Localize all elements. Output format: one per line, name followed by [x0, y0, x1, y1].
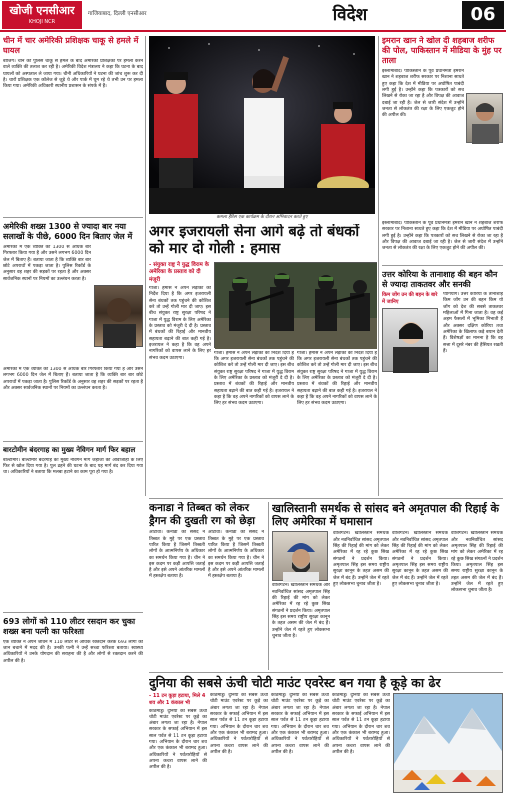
hamas-headline: अगर इजरायली सेना आगे बढ़े तो बंधकों को मार दो गोली : हमास [149, 224, 360, 258]
left-story4-headline: 693 लोगों को 110 लीटर रसदान कर चुका शख्स बना पत्नी का फरिश्ता [3, 616, 136, 636]
newspaper-logo [2, 1, 82, 29]
main-photo-caption: कमला हैरिस एक कार्यक्रम के दौरान अभिवादन करते हुए [216, 215, 308, 220]
right-story1-headline: इमरान खान ने खोल दी शहबाज शरीफ की पोल, पाकिस्तान में मीडिया के मुंह पर ताला [382, 36, 502, 65]
everest-body-col2: काठमांडू। दुनिया की सबसे ऊंची चोटी माउंट एवरेस्ट पर कूड़े का अंबार लगता जा रहा है। नेपाल सरकार के सफाई अभियान में इस साल पर्वत से 11 टन कूड़ा हटाया गया। अभियान के दौरान चार शव और एक कंकाल भी बरामद हुआ। अधिकारियों ने पर्वतारोहियों से अपना कचरा वापस लाने की अपील की है। [210, 693, 268, 755]
canada-story [149, 502, 265, 672]
everest-photo [393, 693, 503, 793]
khalistan-body: वाशिंगटन। खालिस्तान समर्थक और नवनिर्वाचित सांसद अमृतपाल सिंह की रिहाई की मांग को लेकर अमेरिका में रह रहे कुछ सिख संगठनों ने प्रदर्शन किया। अमृतपाल सिंह इस समय राष्ट्रीय सुरक्षा कानून के तहत असम की जेल में बंद हैं। उन्होंने जेल में रहते हुए लोकसभा चुनाव जीता है। [333, 531, 389, 587]
hamas-body-col2: गाजा। हमास ने अपने लड़ाकों को निर्देश दिया है कि अगर इजरायली सेना बंधकों तक पहुंचने की कोशिश करे तो उन्हें गोली मार दी जाए। इस बीच संयुक्त राष्ट्र सुरक्षा परिषद ने गाजा में युद्ध विराम के लिए अमेरिका के प्रस्ताव को मंजूरी दे दी है। प्रस्ताव में बंधकों की रिहाई और मानवीय सहायता बढ़ाने की बात कही गई है। इजरायल ने कहा है कि वह अपने नागरिकों को वापस लाने के लिए हर संभव कदम उठाएगा। [214, 350, 294, 407]
khalistan-body-col3: वाशिंगटन। खालिस्तान समर्थक और नवनिर्वाचित सांसद अमृतपाल सिंह की रिहाई की मांग को लेकर अमेरिका में रह रहे कुछ सिख संगठनों ने प्रदर्शन किया। अमृतपाल सिंह इस समय राष्ट्रीय सुरक्षा कानून के तहत असम की जेल में बंद हैं। उन्होंने जेल में रहते हुए लोकसभा चुनाव जीता है। [392, 531, 448, 587]
left-story2-headline: अमेरिकी शख्स 1300 से ज्यादा बार नया सलाखों के पीछे, 6000 दिन बिताए जेल में [3, 222, 133, 241]
left-story2-body: अमेरिका में एक व्यक्ति को 1300 से अधिक बार गिरफ्तार किया गया है और उसने लगभग 6000 दिन जेल में बिताए हैं। बताया जाता है कि व्यक्ति बार बार छोटे अपराधों में पकड़ा जाता है। पुलिस रिकॉर्ड के अनुसार वह शहर की सड़कों पर रहता है और अक्सर सार्वजनिक स्थानों पर नियमों का उल्लंघन करता है। [3, 245, 91, 282]
section-title: विदेश [332, 4, 368, 25]
khalistan-body-col4: वाशिंगटन। खालिस्तान समर्थक और नवनिर्वाचित सांसद अमृतपाल सिंह की रिहाई की मांग को लेकर अमेरिका में रह रहे कुछ सिख संगठनों ने प्रदर्शन किया। अमृतपाल सिंह इस समय राष्ट्रीय सुरक्षा कानून के तहत असम की जेल में बंद हैं। उन्होंने जेल में रहते हुए लोकसभा चुनाव जीता है। [451, 531, 503, 594]
left-story3-body: बाल्टीमोर। बाल्टीमोर बंदरगाह का मुख्य नेविगन मार्ग जहाजों की आवाजाही के लिए फिर से खोल दिया गया है। पुल ढहने की घटना के बाद यह मार्ग बंद कर दिया गया था। अधिकारियों ने बताया कि मलबा हटाने का काम पूरा हो गया है। [3, 457, 143, 476]
right-story2-body: प्योंगयांग। उत्तर कोरिया के तानाशाह किम जोंग उन की बहन किम यो जोंग को देश की सबसे ताकतवर महिलाओं में गिना जाता है। वह कई अहम फैसलों में भूमिका निभाती हैं और अक्सर दक्षिण कोरिया तथा अमेरिका के खिलाफ कड़े बयान देती हैं। विशेषज्ञों का मानना है कि वह सत्ता में दूसरे नंबर की हैसियत रखती हैं। [443, 292, 503, 354]
everest-story [149, 675, 503, 798]
hamas-body-col3: गाजा। हमास ने अपने लड़ाकों को निर्देश दिया है कि अगर इजरायली सेना बंधकों तक पहुंचने की कोशिश करे तो उन्हें गोली मार दी जाए। इस बीच संयुक्त राष्ट्र सुरक्षा परिषद ने गाजा में युद्ध विराम के लिए अमेरिका के प्रस्ताव को मंजूरी दे दी है। प्रस्ताव में बंधकों की रिहाई और मानवीय सहायता बढ़ाने की बात कही गई है। इजरायल ने कहा है कि वह अपने नागरिकों को वापस लाने के लिए हर संभव कदम उठाएगा। [297, 350, 377, 407]
divider [382, 265, 503, 266]
logo-title: खोजी एनसीआर [9, 4, 75, 18]
right-story1-body: इस्लामाबाद। पाकिस्तान के पूर्व प्रधानमंत्री इमरान खान ने शहबाज शरीफ सरकार पर निशाना साधते हुए कहा कि देश में मीडिया पर अघोषित पाबंदी लगी हुई है। उन्होंने कहा कि पत्रकारों को सच लिखने से रोका जा रहा है और विपक्ष की आवाज दबाई जा रही है। जेल से जारी संदेश में उन्होंने जनता से लोकतंत्र की रक्षा के लिए एकजुट होने की अपील की। [382, 69, 464, 119]
column-rule [378, 36, 379, 496]
left-column [3, 36, 143, 796]
right-story1-body-cont: इस्लामाबाद। पाकिस्तान के पूर्व प्रधानमंत्री इमरान खान ने शहबाज शरीफ सरकार पर निशाना साधते हुए कहा कि देश में मीडिया पर अघोषित पाबंदी लगी हुई है। उन्होंने कहा कि पत्रकारों को सच लिखने से रोका जा रहा है और विपक्ष की आवाज दबाई जा रही है। जेल से जारी संदेश में उन्होंने जनता से लोकतंत्र की रक्षा के लिए एकजुट होने की अपील की। [382, 221, 503, 252]
left-story4-body: एक व्यक्ति ने अपने जीवन में 110 लीटर से अधिक रक्तदान करके 693 लोगों की जान बचाने में मदद की है। उनकी पत्नी ने उन्हें सच्चा फरिश्ता बताया। स्वास्थ्य अधिकारियों ने उनके योगदान की सराहना की है और लोगों से रक्तदान करने की अपील की है। [3, 639, 143, 664]
canada-body: ओटावा। कनाडा की संसद ने तिब्बत के मुद्दे पर एक प्रस्ताव पारित किया है जिसमें तिब्बती लोगों के आत्मनिर्णय के अधिकार का समर्थन किया गया है। चीन ने इस कदम पर कड़ी आपत्ति जताई है और इसे अपने आंतरिक मामलों में हस्तक्षेप बताया है। [149, 530, 205, 580]
canada-body-col2: ओटावा। कनाडा की संसद ने तिब्बत के मुद्दे पर एक प्रस्ताव पारित किया है जिसमें तिब्बती लोगों के आत्मनिर्णय के अधिकार का समर्थन किया गया है। चीन ने इस कदम पर कड़ी आपत्ति जताई है और इसे अपने आंतरिक मामलों में हस्तक्षेप बताया है। [208, 530, 264, 580]
everest-body-col4: काठमांडू। दुनिया की सबसे ऊंची चोटी माउंट एवरेस्ट पर कूड़े का अंबार लगता जा रहा है। नेपाल सरकार के सफाई अभियान में इस साल पर्वत से 11 टन कूड़ा हटाया गया। अभियान के दौरान चार शव और एक कंकाल भी बरामद हुआ। अधिकारियों ने पर्वतारोहियों से अपना कचरा वापस लाने की अपील की है। [332, 693, 390, 755]
right-column [382, 36, 503, 496]
divider [3, 217, 143, 218]
amritpal-photo [272, 531, 328, 581]
hamas-kicker: - संयुक्त राष्ट्र ने युद्ध विराम के अमेरिका के प्रस्ताव को दी मंजूरी [149, 261, 209, 283]
main-photo [149, 36, 375, 214]
canada-headline: कनाडा ने तिब्बत को लेकर ड्रैगन की दुखती रग को छेड़ा [149, 502, 255, 527]
divider [3, 441, 143, 442]
masthead [0, 0, 506, 32]
everest-kicker: - 11 टन कूड़ा हटाया, मिले 4 शव और 1 कंकाल भी [149, 693, 206, 706]
hamas-fighters-photo [214, 262, 377, 348]
khalistan-body-col1: वाशिंगटन। खालिस्तान समर्थक और नवनिर्वाचित सांसद अमृतपाल सिंह की रिहाई की मांग को लेकर अमेरिका में रह रहे कुछ सिख संगठनों ने प्रदर्शन किया। अमृतपाल सिंह इस समय राष्ट्रीय सुरक्षा कानून के तहत असम की जेल में बंद हैं। उन्होंने जेल में रहते हुए लोकसभा चुनाव जीता है। [272, 583, 330, 639]
khalistan-story [272, 502, 503, 672]
man-portrait-photo [94, 285, 143, 347]
khalistan-headline: खालिस्तानी समर्थक से सांसद बने अमृतपाल की रिहाई के लिए अमेरिका में घमासान [272, 502, 500, 529]
everest-body: काठमांडू। दुनिया की सबसे ऊंची चोटी माउंट एवरेस्ट पर कूड़े का अंबार लगता जा रहा है। नेपाल सरकार के सफाई अभियान में इस साल पर्वत से 11 टन कूड़ा हटाया गया। अभियान के दौरान चार शव और एक कंकाल भी बरामद हुआ। अधिकारियों ने पर्वतारोहियों से अपना कचरा वापस लाने की अपील की है। [149, 708, 207, 771]
left-story1-headline: चीन में चार अमेरिकी प्रशिक्षक चाकू से हमले में घायल [3, 36, 139, 55]
horizontal-rule [149, 672, 503, 673]
left-story2-body-cont: अमेरिका में एक व्यक्ति को 1300 से अधिक बार गिरफ्तार किया गया है और उसने लगभग 6000 दिन जेल में बिताए हैं। बताया जाता है कि व्यक्ति बार बार छोटे अपराधों में पकड़ा जाता है। पुलिस रिकॉर्ड के अनुसार वह शहर की सड़कों पर रहता है और अक्सर सार्वजनिक स्थानों पर नियमों का उल्लंघन करता है। [3, 367, 143, 391]
imran-khan-photo [466, 93, 503, 143]
column-rule [145, 36, 146, 496]
divider [3, 612, 143, 613]
left-story1-body: बीजिंग। चीन की पुलिस चाकू से हमले के बाद अमेरिकी प्रशिक्षकों पर हमला करने वाले व्यक्ति की तलाश कर रही है। अमेरिकी विदेश मंत्रालय ने कहा कि घटना के बाद घायलों को अस्पताल ले जाया गया। चीनी अधिकारियों ने घटना की जांच शुरू कर दी है। चारों प्रशिक्षक एक कॉलेज से जुड़े थे और पार्क में घूम रहे थे तभी उन पर हमला किया गया। अमेरिकी अधिकारी स्थानीय प्रशासन के संपर्क में हैं। [3, 59, 143, 90]
hamas-body: गाजा। हमास ने अपने लड़ाकों को निर्देश दिया है कि अगर इजरायली सेना बंधकों तक पहुंचने की कोशिश करे तो उन्हें गोली मार दी जाए। इस बीच संयुक्त राष्ट्र सुरक्षा परिषद ने गाजा में युद्ध विराम के लिए अमेरिका के प्रस्ताव को मंजूरी दे दी है। प्रस्ताव में बंधकों की रिहाई और मानवीय सहायता बढ़ाने की बात कही गई है। इजरायल ने कहा है कि वह अपने नागरिकों को वापस लाने के लिए हर संभव कदम उठाएगा। [149, 286, 211, 361]
left-story3-headline: बारटोमीन बंदरगाह का मुख्य नेविगन मार्ग फिर बहाल [3, 446, 136, 454]
kim-yo-jong-photo [382, 308, 438, 372]
masthead-date: गाजियाबाद, दिल्ली एनसीआर [88, 11, 147, 18]
hamas-story [149, 224, 377, 496]
logo-subtitle: KHOJI NCR [28, 19, 56, 26]
right-story2-headline: उत्तर कोरिया के तानाशाह की बहन कौन से ज्यादा ताकतवर और सनकी [382, 270, 498, 289]
column-rule [268, 502, 269, 670]
everest-body-col3: काठमांडू। दुनिया की सबसे ऊंची चोटी माउंट एवरेस्ट पर कूड़े का अंबार लगता जा रहा है। नेपाल सरकार के सफाई अभियान में इस साल पर्वत से 11 टन कूड़ा हटाया गया। अभियान के दौरान चार शव और एक कंकाल भी बरामद हुआ। अधिकारियों ने पर्वतारोहियों से अपना कचरा वापस लाने की अपील की है। [271, 693, 329, 755]
right-story2-kicker: किम जोंग उन की बहन के बारे में जानिए [382, 292, 438, 305]
horizontal-rule [149, 498, 503, 499]
everest-headline: दुनिया की सबसे ऊंची चोटी माउंट एवरेस्ट बन गया है कूड़े का ढेर [149, 675, 441, 690]
page-number: 06 [462, 1, 504, 29]
